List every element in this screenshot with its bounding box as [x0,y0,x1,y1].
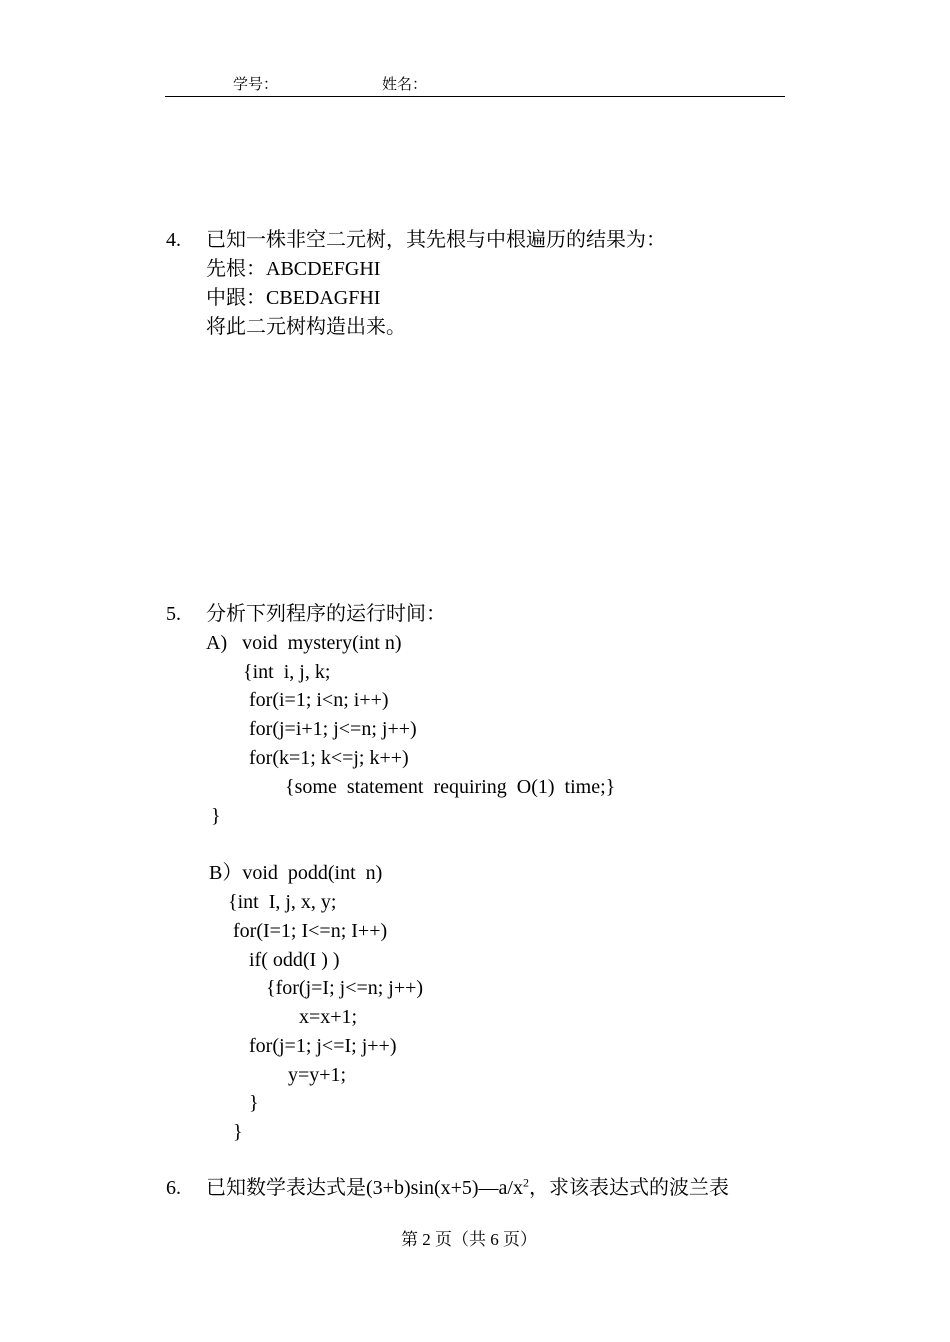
q5-title: 分析下列程序的运行时间： [206,603,446,625]
q5a-line-1: A) void mystery(int n) [206,632,402,654]
q5a-line-2: {int i, j, k; [243,661,331,683]
q6-text-before: 已知数学表达式是(3+b)sin(x+5)—a/x [206,1177,523,1199]
page-footer: 第 2 页（共 6 页） [401,1230,537,1249]
q5b-line-6: x=x+1; [299,1006,358,1028]
q4-line-1: 已知一株非空二元树，其先根与中根遍历的结果为： [206,229,666,251]
q6-number: 6. [166,1177,181,1199]
q6-exponent: 2 [522,1175,529,1190]
q5b-line-3: for(I=1; I<=n; I++) [233,920,388,942]
q5a-line-4: for(j=i+1; j<=n; j++) [249,718,417,740]
q5a-line-5: for(k=1; k<=j; k++) [249,747,409,769]
q4-line-4: 将此二元树构造出来。 [206,316,406,338]
q4-line-2: 先根：ABCDEFGHI [206,258,381,280]
q5b-line-5: {for(j=I; j<=n; j++) [266,977,424,999]
q6-text [206,1175,729,1199]
q5b-line-8: y=y+1; [288,1064,347,1086]
q5b-line-10: } [233,1121,243,1143]
q4-line-3: 中跟：CBEDAGFHI [206,287,381,309]
q5a-line-6: {some statement requiring O(1) time;} [285,776,616,798]
student-id-label: 学号： [233,77,279,93]
q5b-line-1: B）void podd(int n) [209,862,383,884]
q6-text-after: ，求该表达式的波兰表 [528,1177,729,1199]
q5b-line-9: } [249,1092,259,1114]
name-label: 姓名： [382,77,428,93]
q5-number: 5. [166,603,181,625]
q5b-line-4: if( odd(I ) ) [249,949,340,971]
q4-number: 4. [166,229,181,251]
q5b-line-2: {int I, j, x, y; [228,891,337,913]
q5b-line-7: for(j=1; j<=I; j++) [249,1035,397,1057]
q5a-line-3: for(i=1; i<n; i++) [249,689,389,711]
header-rule [165,96,785,97]
q5a-line-7: } [211,805,221,827]
